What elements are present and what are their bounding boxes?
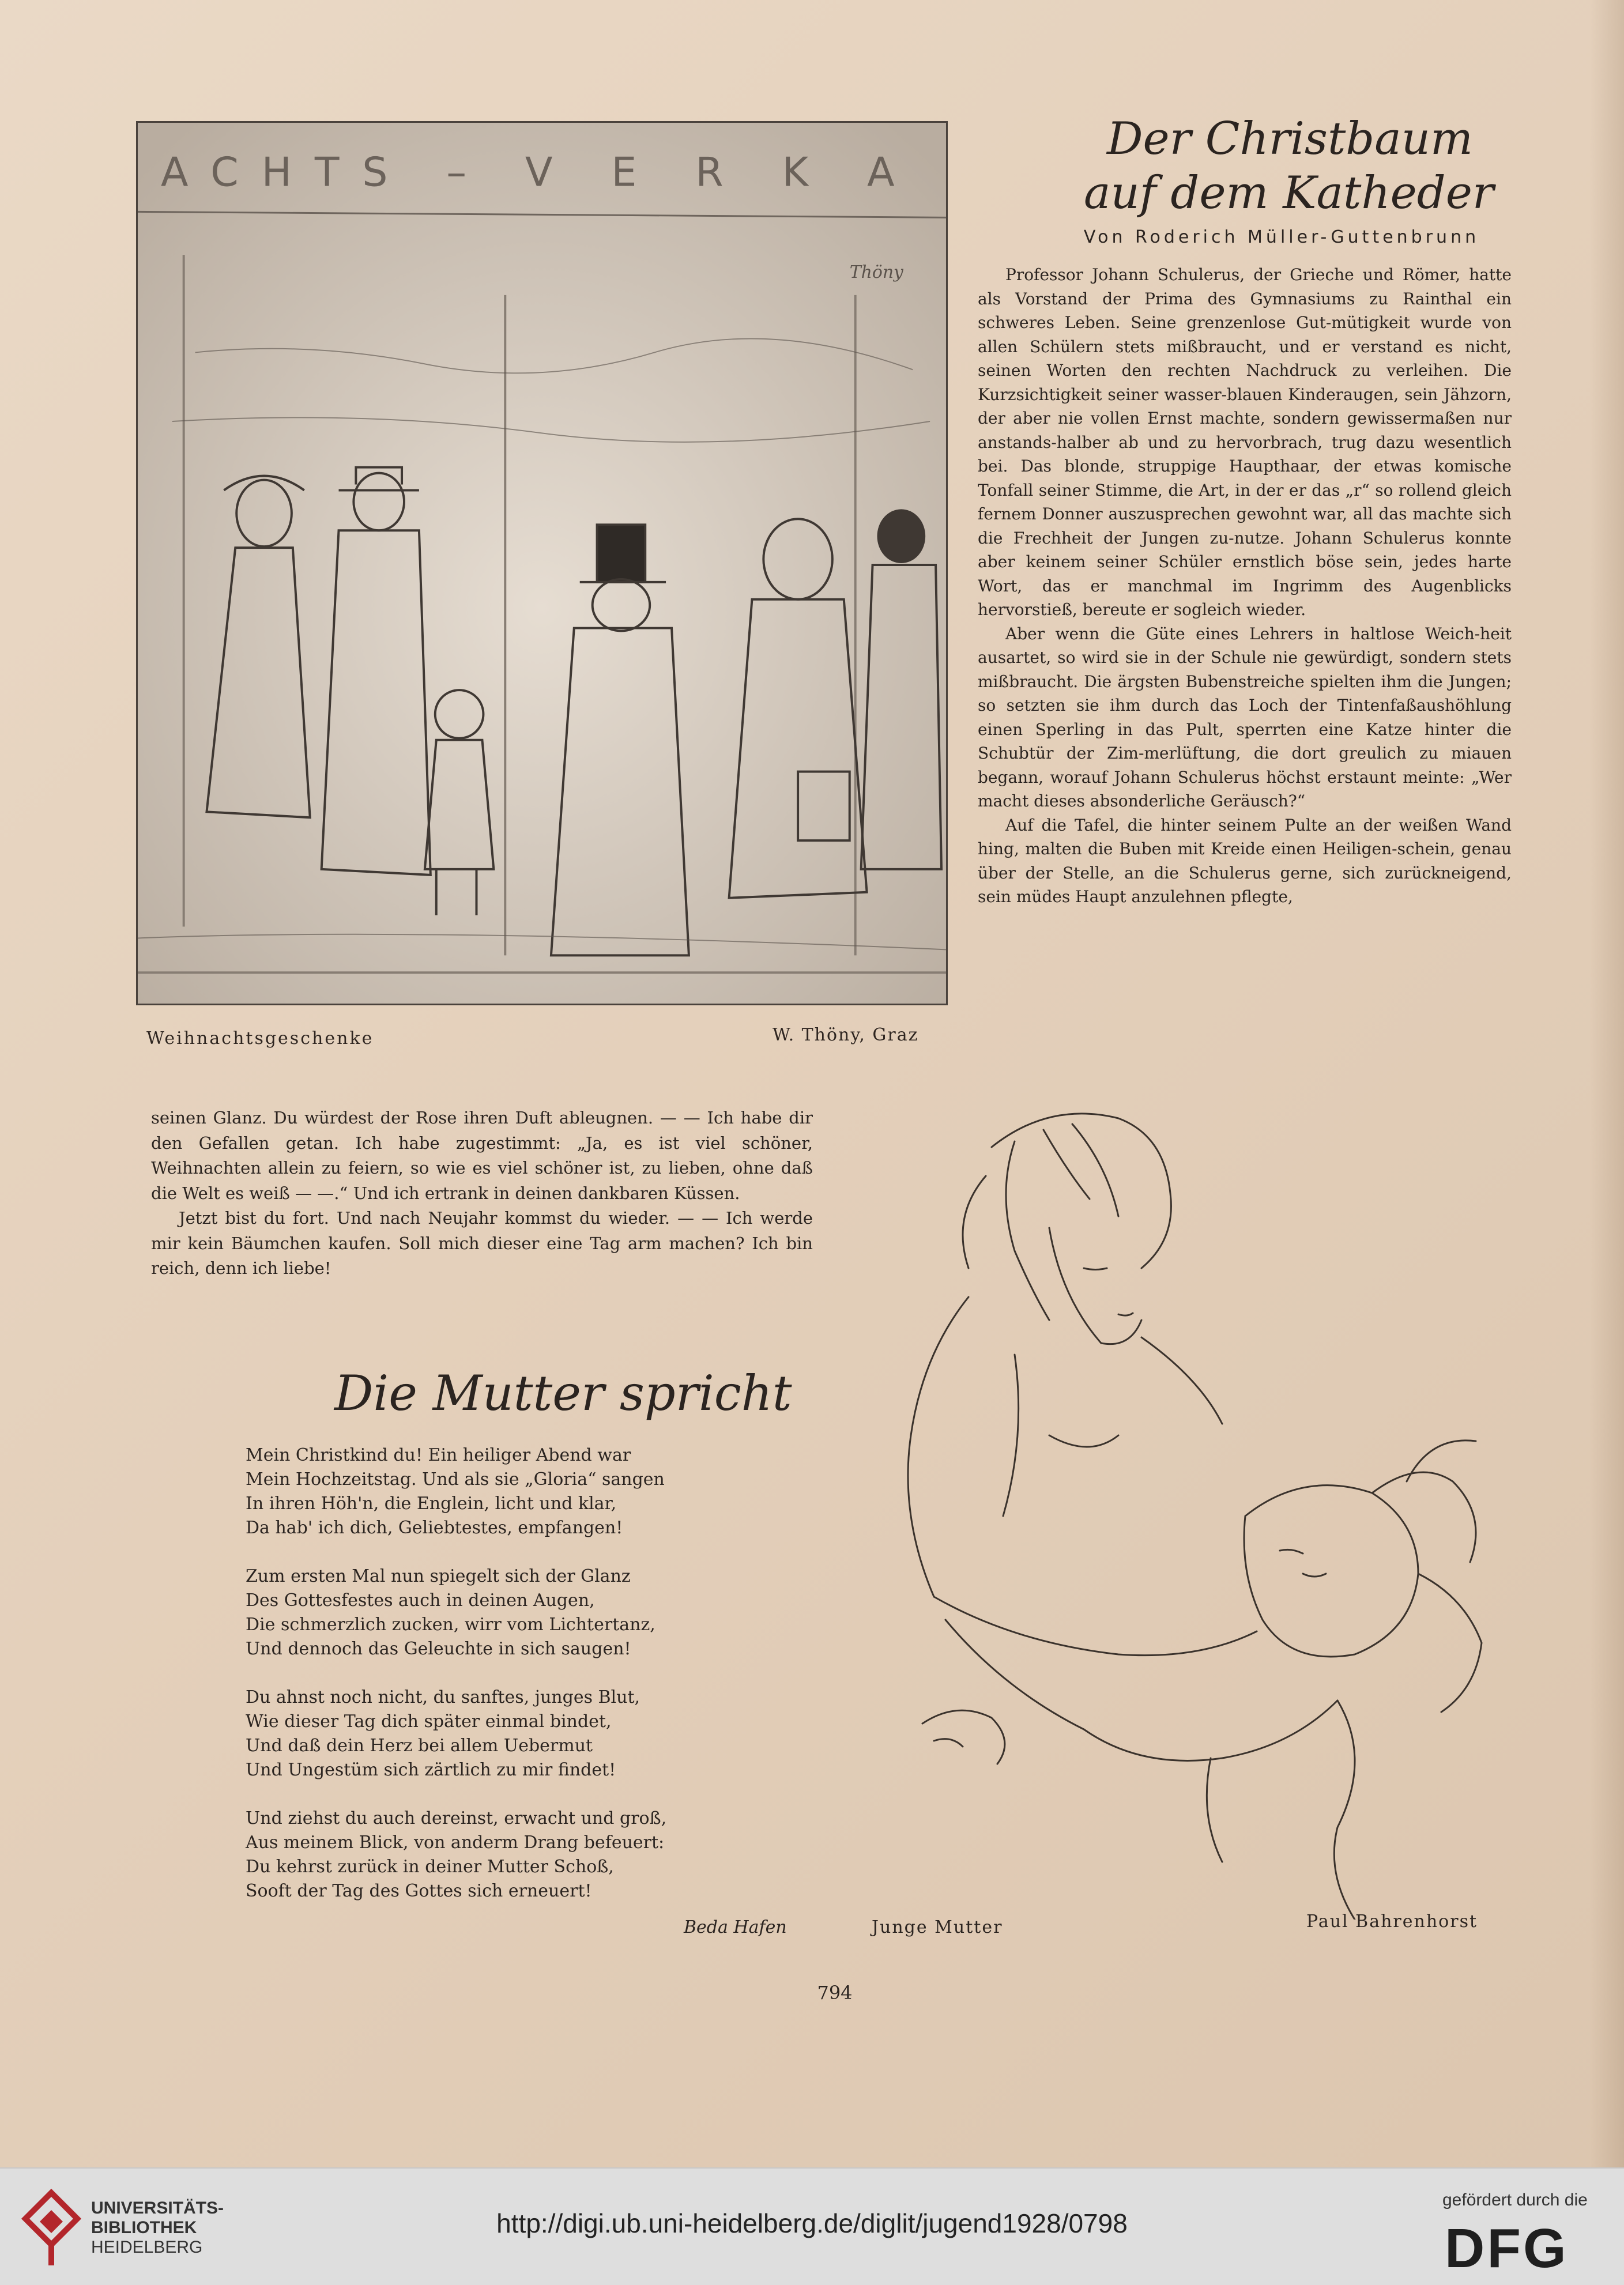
poem-line: Und Ungestüm sich zärtlich zu mir findet! <box>246 1760 616 1780</box>
dfg-logo: DFG <box>1445 2218 1569 2279</box>
institution-line2: BIBLIOTHEK <box>91 2218 197 2237</box>
illustration-caption-right: W. Thöny, Graz <box>773 1025 919 1045</box>
poem-line: Wie dieser Tag dich später einmal bindet, <box>246 1711 612 1732</box>
poem-body <box>246 1443 822 1928</box>
continuation-paragraph: seinen Glanz. Du würdest der Rose ihren Duft ableugnen. — — Ich habe dir den Gefallen getan. Ich habe zugestimmt: „Ja, es ist viel schöner, Weihnachten allein zu feiern, so wie es viel schöner ist, zu lieben, ohne daß die Welt es weiß — —.“ Und ich ertrank in deinen dankbaren Küssen. <box>151 1108 813 1203</box>
poem-line: Und dennoch das Geleuchte in sich saugen! <box>246 1639 631 1659</box>
poem-line: Mein Christkind du! Ein heiliger Abend war <box>246 1445 631 1465</box>
article-byline: Von Roderich Müller-Guttenbrunn <box>1083 227 1480 247</box>
institution-line1: UNIVERSITÄTS- <box>91 2199 224 2218</box>
page-number: 794 <box>817 1982 853 2004</box>
illustration-weihnachtsgeschenke <box>136 121 948 1005</box>
funding-label: gefördert durch die <box>1442 2190 1588 2209</box>
poem-line: Du kehrst zurück in deiner Mutter Schoß, <box>246 1857 614 1877</box>
poem-stanza <box>246 1686 822 1782</box>
poem-stanza <box>246 1807 822 1903</box>
article-paragraph: Professor Johann Schulerus, der Grieche und Römer, hatte als Vorstand der Prima des Gymnasiums zu Rainthal ein schweres Leben. Seine grenzenlose Gut-mütigkeit wurde von allen Schülern stets mißbraucht, und er verstand es nicht, seinen Worten den rechten Nachdruck zu verleihen. Die Kurzsichtigkeit seiner wasser-blauen Kinderaugen, sein Jähzorn, der aber nie vollen Ernst machte, sondern gewissermaßen nur anstands-halber ab und zu hervorbrach, trug dazu wesentlich bei. Das blonde, struppige Haupthaar, der etwas komische Tonfall seiner Stimme, die Art, in der er das „r“ so rollend gleich fernem Donner auszusprechen gewohnt war, all das machte sich die Frechheit der Jungen zu-nutze. Johann Schulerus konnte aber keinem seiner Schüler ernstlich böse sein, jedes harte Wort, das er manchmal im Ingrimm des Augenblicks hervorstieß, bereute er sogleich wieder. <box>978 265 1512 619</box>
poem-line: In ihren Höh'n, die Englein, licht und klar, <box>246 1494 617 1514</box>
institution-line3: HEIDELBERG <box>91 2238 203 2257</box>
article-body <box>978 263 1512 909</box>
poem-line: Du ahnst noch nicht, du sanftes, junges Blut, <box>246 1687 640 1707</box>
shop-sign-text: ACHTS – V E R K A <box>160 149 918 196</box>
article-title-line1: Der Christbaum <box>1107 113 1473 165</box>
poem-line: Sooft der Tag des Gottes sich erneuert! <box>246 1881 592 1901</box>
poem-title: Die Mutter spricht <box>334 1365 792 1421</box>
artist-mark: Thöny <box>849 262 903 282</box>
poem-line: Da hab' ich dich, Geliebtestes, empfangen! <box>246 1518 623 1538</box>
digitization-footer <box>0 2167 1624 2285</box>
poem-line: Und ziehst du auch dereinst, erwacht und groß, <box>246 1808 667 1828</box>
illustration-caption-left: Weihnachtsgeschenke <box>146 1028 374 1049</box>
illustration-caption-junge-mutter: Junge Mutter <box>872 1917 1003 1937</box>
illustration-artist-bahrenhorst: Paul Bahrenhorst <box>1306 1911 1478 1932</box>
permalink-url[interactable]: http://digi.ub.uni-heidelberg.de/diglit/jugend1928/0798 <box>496 2208 1128 2238</box>
poem-author: Beda Hafen <box>684 1917 787 1937</box>
poem-line: Des Gottesfestes auch in deinen Augen, <box>246 1590 595 1611</box>
page-edge-shadow <box>1589 0 1624 2167</box>
continuation-paragraph: Jetzt bist du fort. Und nach Neujahr kommst du wieder. — — Ich werde mir kein Bäumchen kaufen. Soll mich dieser eine Tag arm machen? Ich bin reich, denn ich liebe! <box>151 1208 813 1278</box>
continuation-text <box>151 1106 813 1281</box>
poem-line: Mein Hochzeitstag. Und als sie „Gloria“ sangen <box>246 1469 665 1490</box>
etching-drawing <box>138 123 946 1004</box>
poem-line: Und daß dein Herz bei allem Uebermut <box>246 1736 593 1756</box>
poem-line: Zum ersten Mal nun spiegelt sich der Glanz <box>246 1566 631 1586</box>
mother-child-sketch <box>899 1078 1516 1920</box>
poem-stanza <box>246 1564 822 1661</box>
poem-line: Die schmerzlich zucken, wirr vom Lichtertanz, <box>246 1615 655 1635</box>
article-paragraph: Aber wenn die Güte eines Lehrers in haltlose Weich-heit ausartet, so wird sie in der Schule nie gewürdigt, sondern stets mißbraucht. Die ärgsten Bubenstreiche spielten ihm die Jungen; so setzten sie ihm durch das Loch der Tintenfaßaushöhlung einen Sperling in das Pult, sperrten eine Katze hinter die Schubtür der Zim-merlüftung, die dort greulich zu miauen begann, worauf Johann Schulerus höchst erstaunt meinte: „Wer macht dieses absonderliche Geräusch?“ <box>978 624 1512 810</box>
article-paragraph: Auf die Tafel, die hinter seinem Pulte an der weißen Wand hing, malten die Buben mit Kreide einen Heiligen-schein, genau über der Stelle, an die Schulerus gerne, sich zurückneigend, sein müdes Haupt anzulehnen pflegte, <box>978 815 1512 906</box>
poem-stanza <box>246 1443 822 1540</box>
illustration-junge-mutter <box>899 1078 1516 1920</box>
poem-line: Aus meinem Blick, von anderm Drang befeuert: <box>246 1832 665 1853</box>
article-title-line2: auf dem Katheder <box>1084 167 1494 219</box>
